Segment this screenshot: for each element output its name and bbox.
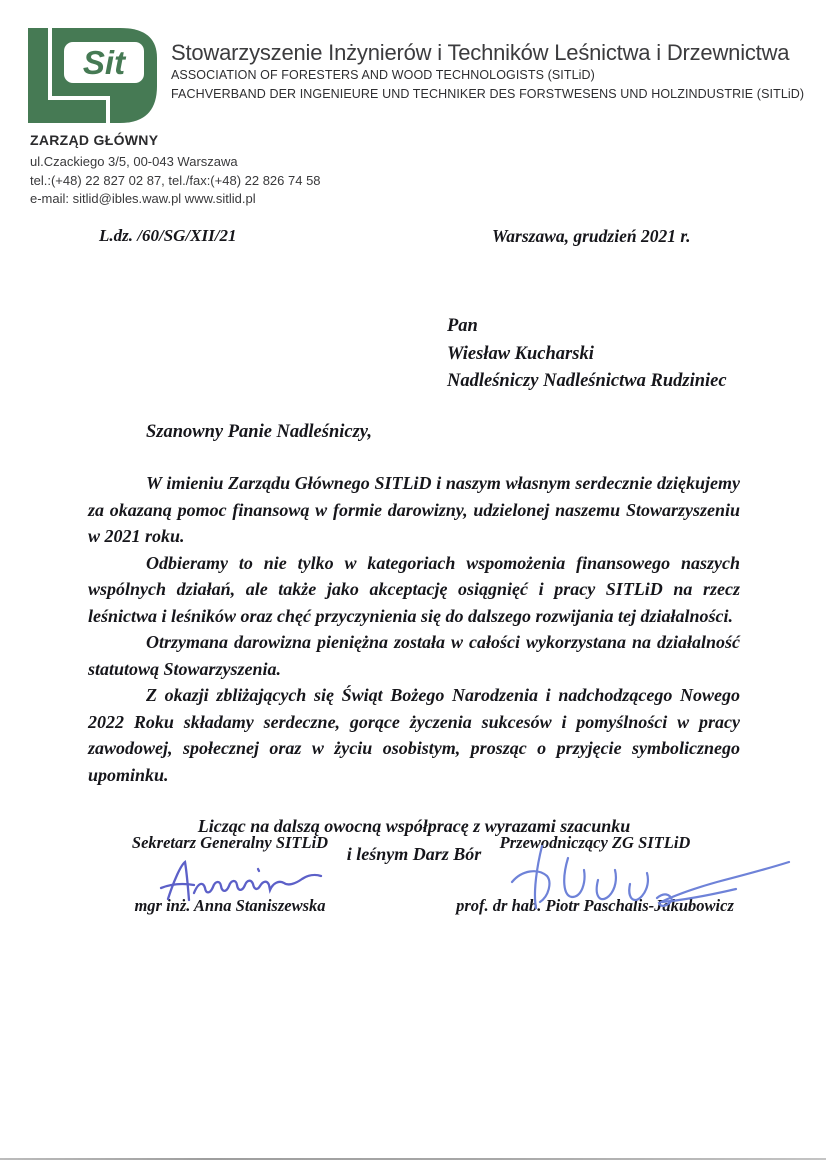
contact-block bbox=[30, 132, 321, 209]
recipient-name: Wiesław Kucharski bbox=[447, 343, 594, 364]
org-name-en: ASSOCIATION OF FORESTERS AND WOOD TECHNOLOGISTS (SITLiD) bbox=[171, 68, 595, 82]
sitlid-logo bbox=[28, 28, 158, 123]
paragraph-2: Odbieramy to nie tylko w kategoriach wspomożenia finansowego naszych wspólnych działań, ale także jako akceptację osiągnięć i pracy SITLiD na rzecz leśnictwa i leśników oraz chęć przyczynienia się do dalszego rozwijania tej działalności. bbox=[88, 552, 740, 626]
greeting: Szanowny Panie Nadleśniczy, bbox=[146, 422, 372, 442]
org-name-pl: Stowarzyszenie Inżynierów i Techników Leśnictwa i Drzewnictwa bbox=[171, 40, 790, 65]
signature-right-name: prof. dr hab. Piotr Paschalis-Jakubowicz bbox=[456, 896, 734, 915]
handwritten-signature-left bbox=[158, 858, 328, 902]
paragraph-1: W imieniu Zarządu Głównego SITLiD i naszym własnym serdecznie dziękujemy za okazaną pomoc finansową w formie darowizny, udzielonej naszemu Stowarzyszeniu w 2021 roku. bbox=[88, 473, 740, 546]
signature-right-title: Przewodniczący ZG SITLiD bbox=[499, 833, 691, 852]
scan-edge-line bbox=[0, 1158, 826, 1160]
recipient-position: Nadleśniczy Nadleśnictwa Rudziniec bbox=[447, 371, 727, 391]
paragraph-4: Z okazji zbliżających się Świąt Bożego Narodzenia i nadchodzącego Nowego 2022 Roku składamy serdeczne, gorące życzenia sukcesów i pomyślności w pracy zawodowej, społecznej oraz w życiu osobistym, prosząc o przyjęcie symbolicznego upominku. bbox=[88, 685, 740, 785]
letter-body bbox=[88, 422, 740, 868]
org-header bbox=[171, 40, 811, 103]
reference-number: L.dz. /60/SG/XII/21 bbox=[99, 226, 237, 245]
recipient-block bbox=[447, 313, 727, 396]
org-name-de: FACHVERBAND DER INGENIEURE UND TECHNIKER DES FORSTWESENS UND HOLZINDUSTRIE (SITLiD) bbox=[171, 86, 805, 101]
phone-line: tel.:(+48) 22 827 02 87, tel./fax:(+48) 22 826 74 58 bbox=[30, 172, 321, 188]
logo-text: Sit bbox=[82, 44, 126, 81]
address-line: ul.Czackiego 3/5, 00-043 Warszawa bbox=[30, 154, 238, 169]
closing-line-2: i leśnym Darz Bór bbox=[346, 843, 482, 864]
handwritten-signature-right bbox=[492, 842, 792, 910]
place-and-date: Warszawa, grudzień 2021 r. bbox=[492, 226, 691, 246]
closing-line-1: Licząc na dalszą owocną współpracę z wyrazami szacunku bbox=[197, 816, 631, 836]
department-name: ZARZĄD GŁÓWNY bbox=[30, 132, 159, 148]
email-line: e-mail: sitlid@ibles.waw.pl www.sitlid.pl bbox=[30, 191, 256, 206]
paragraph-3: Otrzymana darowizna pieniężna została w całości wykorzystana na działalność statutową Stowarzyszenia. bbox=[88, 632, 740, 679]
recipient-title: Pan bbox=[447, 316, 478, 336]
signature-left-name: mgr inż. Anna Staniszewska bbox=[134, 896, 326, 915]
signature-left-title: Sekretarz Generalny SITLiD bbox=[131, 833, 329, 852]
